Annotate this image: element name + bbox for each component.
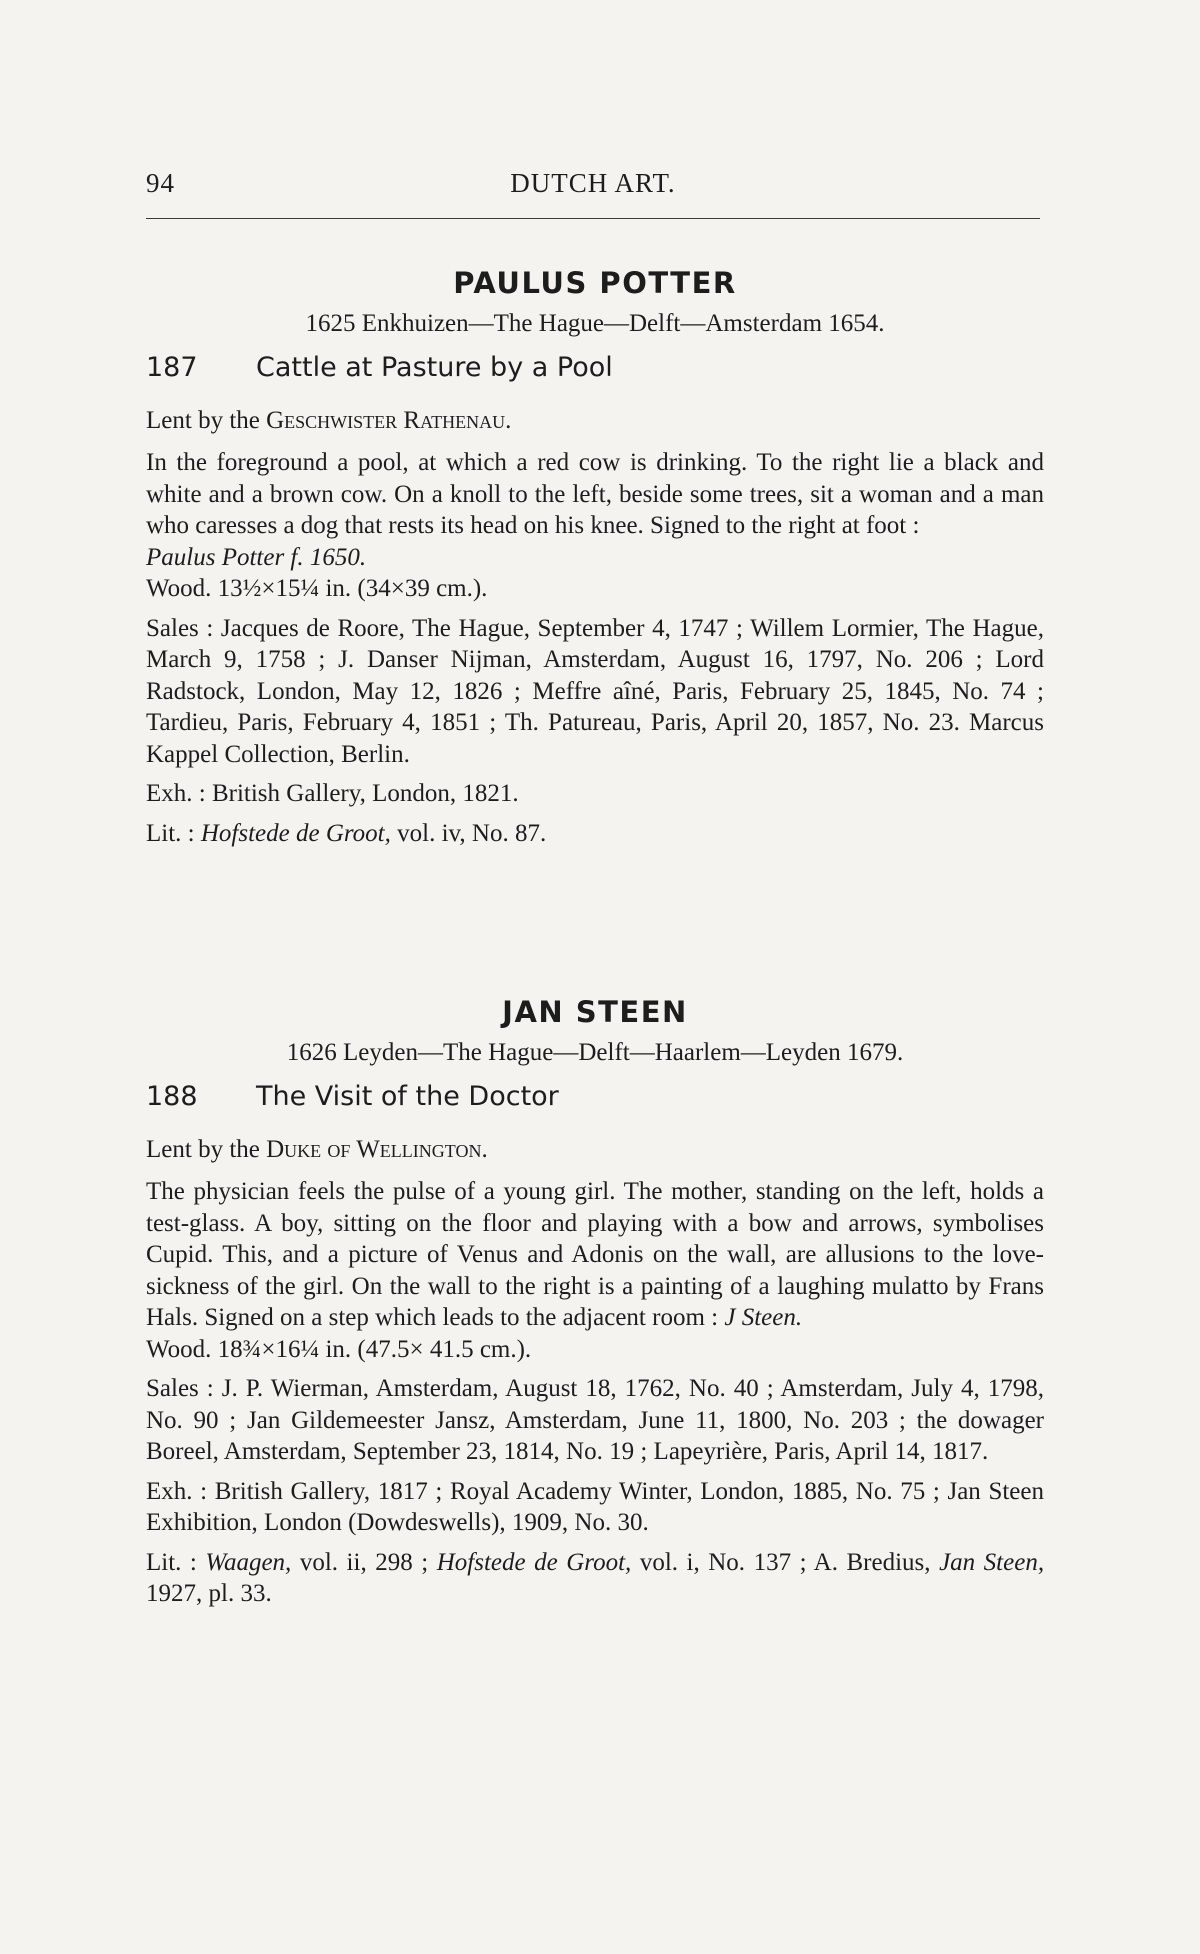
lit-ref: vol. i, No. 137 ; A. Bredius, xyxy=(639,1548,931,1576)
lender-name: Duke of Wellington. xyxy=(266,1136,488,1163)
lender-line xyxy=(146,1136,1044,1164)
lit-author: Waagen, xyxy=(205,1548,292,1576)
catalogue-number: 188 xyxy=(146,1081,198,1112)
signature: Paulus Potter f. 1650. xyxy=(146,543,367,571)
lit-author: Hofstede de Groot, xyxy=(436,1548,632,1576)
exhibition-history: Exh. : British Gallery, 1817 ; Royal Academy Winter, London, 1885, No. 75 ; Jan Steen Exhibition, London (Dowdeswells), 1909, No. 30. xyxy=(146,1477,1044,1536)
lender-name: Geschwister Rathenau. xyxy=(266,407,512,434)
lit-ref: vol. iv, No. 87. xyxy=(397,819,547,847)
page-number: 94 xyxy=(146,168,175,198)
sales-history: Sales : J. P. Wierman, Amsterdam, August 18, 1762, No. 40 ; Amsterdam, July 4, 1798, No. 90 ; Jan Gildemeester Jansz, Amsterdam, June 11, 1800, No. 203 ; the dowager Boreel, Amsterdam, September 23, 1814, No. 19 ; Lapeyrière, Paris, April 14, 1817. xyxy=(146,1375,1044,1465)
artist-name: PAULUS POTTER xyxy=(453,266,737,300)
entry-heading xyxy=(146,352,1044,383)
exhibition-history: Exh. : British Gallery, London, 1821. xyxy=(146,780,519,807)
literature xyxy=(146,1547,1044,1610)
lit-author: Hofstede de Groot, xyxy=(200,819,391,847)
painting-title: Cattle at Pasture by a Pool xyxy=(256,352,613,383)
medium-dimensions: Wood. 18¾×16¼ in. (47.5× 41.5 cm.). xyxy=(146,1335,532,1363)
medium-dimensions: Wood. 13½×15¼ in. (34×39 cm.). xyxy=(146,575,488,602)
literature xyxy=(146,818,1044,850)
lit-ref: 1927, pl. 33. xyxy=(146,1580,272,1607)
artist-dates: 1625 Enkhuizen—The Hague—Delft—Amsterdam 1654. xyxy=(305,310,885,337)
running-head xyxy=(146,164,1040,204)
catalogue-number: 187 xyxy=(146,352,198,383)
lit-ref: vol. ii, 298 ; xyxy=(299,1548,429,1576)
lender-line xyxy=(146,407,1044,435)
painting-title: The Visit of the Doctor xyxy=(256,1081,559,1112)
lit-prefix: Lit. : xyxy=(146,1548,197,1576)
entry-188 xyxy=(146,995,1044,1610)
description: In the foreground a pool, at which a red cow is drinking. To the right lie a black and white and a brown cow. On a knoll to the left, beside some trees, sit a woman and a man who caresses a dog that rests its head on his knee. Signed to the right at foot : xyxy=(146,449,1044,539)
lit-prefix: Lit. : xyxy=(146,819,195,847)
entry-187 xyxy=(146,266,1044,849)
lent-prefix: Lent by the xyxy=(146,1136,260,1163)
header-rule xyxy=(146,218,1040,219)
running-title: DUTCH ART. xyxy=(510,168,676,198)
lit-title: Jan Steen, xyxy=(939,1548,1045,1576)
artist-dates: 1626 Leyden—The Hague—Delft—Haarlem—Leyden 1679. xyxy=(286,1039,904,1066)
signature: J Steen. xyxy=(724,1304,803,1331)
entry-heading xyxy=(146,1081,1044,1112)
lent-prefix: Lent by the xyxy=(146,407,260,434)
sales-history: Sales : Jacques de Roore, The Hague, September 4, 1747 ; Willem Lormier, The Hague, March 9, 1758 ; J. Danser Nijman, Amsterdam, August 16, 1797, No. 206 ; Lord Radstock, London, May 12, 1826 ; Meffre aîné, Paris, February 25, 1845, No. 74 ; Tardieu, Paris, February 4, 1851 ; Th. Patureau, Paris, April 20, 1857, No. 23. Marcus Kappel Collection, Berlin. xyxy=(146,614,1044,768)
description-text: The physician feels the pulse of a young girl. The mother, standing on the left, holds a test-glass. A boy, sitting on the floor and playing with a bow and arrows, symbolises Cupid. This, and a picture of Venus and Adonis on the wall, are allusions to the love-sickness of the girl. On the wall to the right is a painting of a laughing mulatto by Frans Hals. Signed on a step which leads to the adjacent room : xyxy=(146,1178,1044,1331)
description xyxy=(146,1176,1044,1334)
artist-name: JAN STEEN xyxy=(502,995,688,1029)
